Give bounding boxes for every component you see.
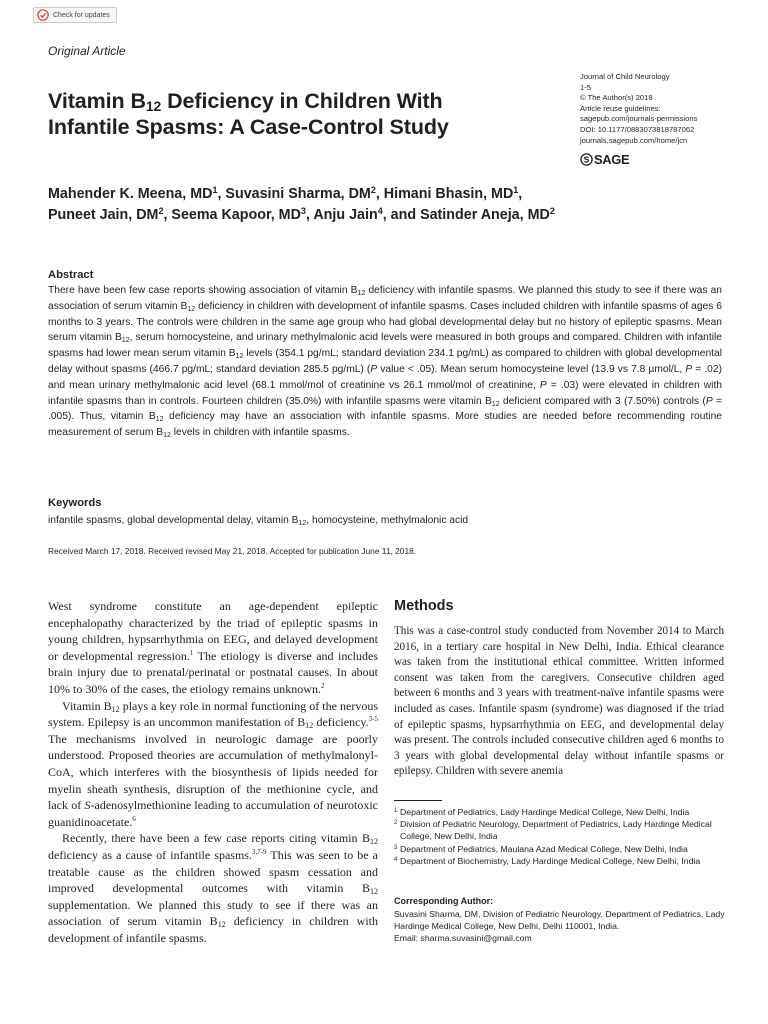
- page-range: 1-5: [580, 82, 591, 92]
- author: Satinder Aneja, $MD^2$: [420, 206, 555, 223]
- author: Puneet Jain, $DM^2$,: [48, 206, 172, 223]
- intro-paragraph: Recently, there have been a few case reports citing vitamin $B_{12}$ deficiency as a cause of infantile spasms.$^{3,7-9}$ This was seen to be a treatable cause as the children showed spasm cessation and improved developmental outcomes with vitamin $B_{12}$ supplementation. We planned this study to see if there was an association of serum vitamin $B_{12}$ deficiency in children with development of infantile spasms.: [48, 831, 379, 945]
- intro-paragraph: Vitamin $B_{12}$ plays a key role in normal functioning of the nervous system. Epilepsy is an uncommon manifestation of $B_{12}$ deficiency.$^{3-5}$ The mechanisms involved in neurologic damage are poorly understood. Proposed theories are accumulation of methylmalonyl-CoA, which interferes with the biosynthesis of lipids needed for myelin sheath synthesis, disruption of the methionine cycle, and lack of S-adenosylmethionine leading to accumulation of neurotoxic guanidinoacetate.$^6$: [48, 698, 379, 829]
- affiliations: [394, 806, 726, 867]
- sage-logo-icon: [580, 153, 593, 166]
- check-for-updates-icon: [37, 9, 49, 21]
- author: Mahender K. Meena, $MD^1$,: [48, 185, 226, 202]
- check-for-updates-badge[interactable]: [33, 7, 117, 23]
- intro-paragraph: West syndrome constitute an age-dependent epileptic encephalopathy characterized by the triad of epileptic spasms in young children, hypsarrhythmia on EEG, and delayed development or developmental regression.$^1$ The etiology is diverse and includes brain injury due to prenatal/perinatal or postnatal causes. In about 10% to 30% of the cases, the etiology remains unknown.$^2$: [48, 599, 378, 696]
- corresponding-author-email[interactable]: Email: sharma.suvasini@gmail.com: [394, 933, 532, 944]
- copyright: © The Author(s) 2018: [580, 93, 653, 103]
- abstract-text: There have been few case reports showing association of vitamin $B_{12}$ deficiency with infantile spasms. We planned this study to see if there was an association of serum vitamin $B_{12}$ deficiency in children with development of infantile spasms. Cases included children with infantile spasms of ages 6 months to 3 years. The controls were children in the same age group who had global developmental delay but no history of epileptic spasms. Mean serum vitamin $B_{12}$, serum homocysteine, and urinary methylmalonic acid levels were measured in both groups and compared. Children with infantile spasms had lower mean serum vitamin $B_{12}$ levels (354.1 pg/mL; standard deviation 234.1 pg/mL) as compared to children with global developmental delay without spasms (466.7 pg/mL; standard deviation 285.5 pg/mL) (P value < .05). Mean serum homocysteine level (13.9 vs 7.8 µmol/L, P = .02) and mean urinary methylmalonic acid level (68.1 mmol/mol of creatinine vs 26.1 mmol/mol of creatinine, P = .03) were elevated in children with infantile spasms than in controls. Fourteen children (35.0%) with infantile spasms were vitamin $B_{12}$ deficient compared with 3 (7.50%) controls (P = .005). Thus, vitamin $B_{12}$ deficiency may have an association with infantile spasms. More studies are needed before recommending routine measurement of serum $B_{12}$ levels in children with infantile spasms.: [48, 285, 722, 440]
- article-title: Vitamin $B_{12}$ Deficiency in Children With Infantile Spasms: A Case-Control Study: [48, 89, 449, 139]
- permissions-link[interactable]: sagepub.com/journals-permissions: [580, 114, 698, 124]
- affiliation: 3 Department of Pediatrics, Maulana Azad Medical College, New Delhi, India: [394, 843, 688, 854]
- author: Suvasini Sharma, $DM^2$,: [225, 185, 384, 202]
- corresponding-author-address: Suvasini Sharma, DM, Division of Pediatric Neurology, Department of Pediatrics, Lady Hardinge Medical College, New Delhi, Delhi 110001, India.: [394, 909, 725, 932]
- journal-name: Journal of Child Neurology: [580, 72, 670, 81]
- publisher-logo: [580, 152, 629, 167]
- introduction-column: [48, 598, 378, 946]
- reuse-guidelines-label: Article reuse guidelines:: [580, 103, 661, 113]
- methods-text: This was a case-control study conducted from November 2014 to March 2016, in a tertiary care hospital in New Delhi, India. Ethical clearance was taken from the institutional ethical committee. Written informed consent was taken from the caregivers. Consecutive children aged between 6 months and 3 years with treatment-naïve infantile spasms were included as cases. Infantile spasm (syndrome) was diagnosed if the triad of epileptic spasms, hypsarrhythmia on EEG, and developmental delay was present. The controls included consecutive children aged 6 months to 3 years with global developmental delay without infantile spasms or epilepsy. Children with severe anemia: [394, 625, 724, 778]
- author: Seema Kapoor, $MD^3$,: [171, 206, 314, 223]
- corresponding-author-heading: Corresponding Author:: [394, 896, 494, 906]
- abstract-heading: Abstract: [48, 269, 94, 281]
- article-category: Original Article: [48, 44, 126, 58]
- affiliation: 2 Division of Pediatric Neurology, Department of Pediatrics, Lady Hardinge Medical College, New Delhi, India: [394, 819, 712, 842]
- methods-heading: Methods: [394, 598, 454, 614]
- publisher-name: SAGE: [594, 152, 630, 167]
- affiliation: 4 Department of Biochemistry, Lady Hardinge Medical College, New Delhi, India: [394, 855, 701, 866]
- author: Anju Jain$^4$, and: [313, 206, 421, 223]
- corresponding-author-details: [394, 908, 726, 945]
- journal-meta: [580, 72, 760, 146]
- journal-homepage-link[interactable]: journals.sagepub.com/home/jcn: [580, 135, 688, 145]
- affiliation: 1 Department of Pediatrics, Lady Hardinge Medical College, New Delhi, India: [394, 807, 690, 817]
- received-dates: Received March 17, 2018. Received revised May 21, 2018. Accepted for publication June 11, 2018.: [48, 546, 417, 556]
- author: Himani Bhasin, $MD^1$,: [383, 185, 523, 202]
- check-for-updates-label: Check for updates: [53, 11, 110, 19]
- keywords-list: infantile spasms, global developmental delay, vitamin $B_{12}$, homocysteine, methylmalonic acid: [48, 515, 469, 527]
- keywords-heading: Keywords: [48, 497, 102, 509]
- author-list: [48, 184, 728, 226]
- doi[interactable]: DOI: 10.1177/0883073818787062: [580, 124, 695, 134]
- footnote-divider: [394, 800, 442, 801]
